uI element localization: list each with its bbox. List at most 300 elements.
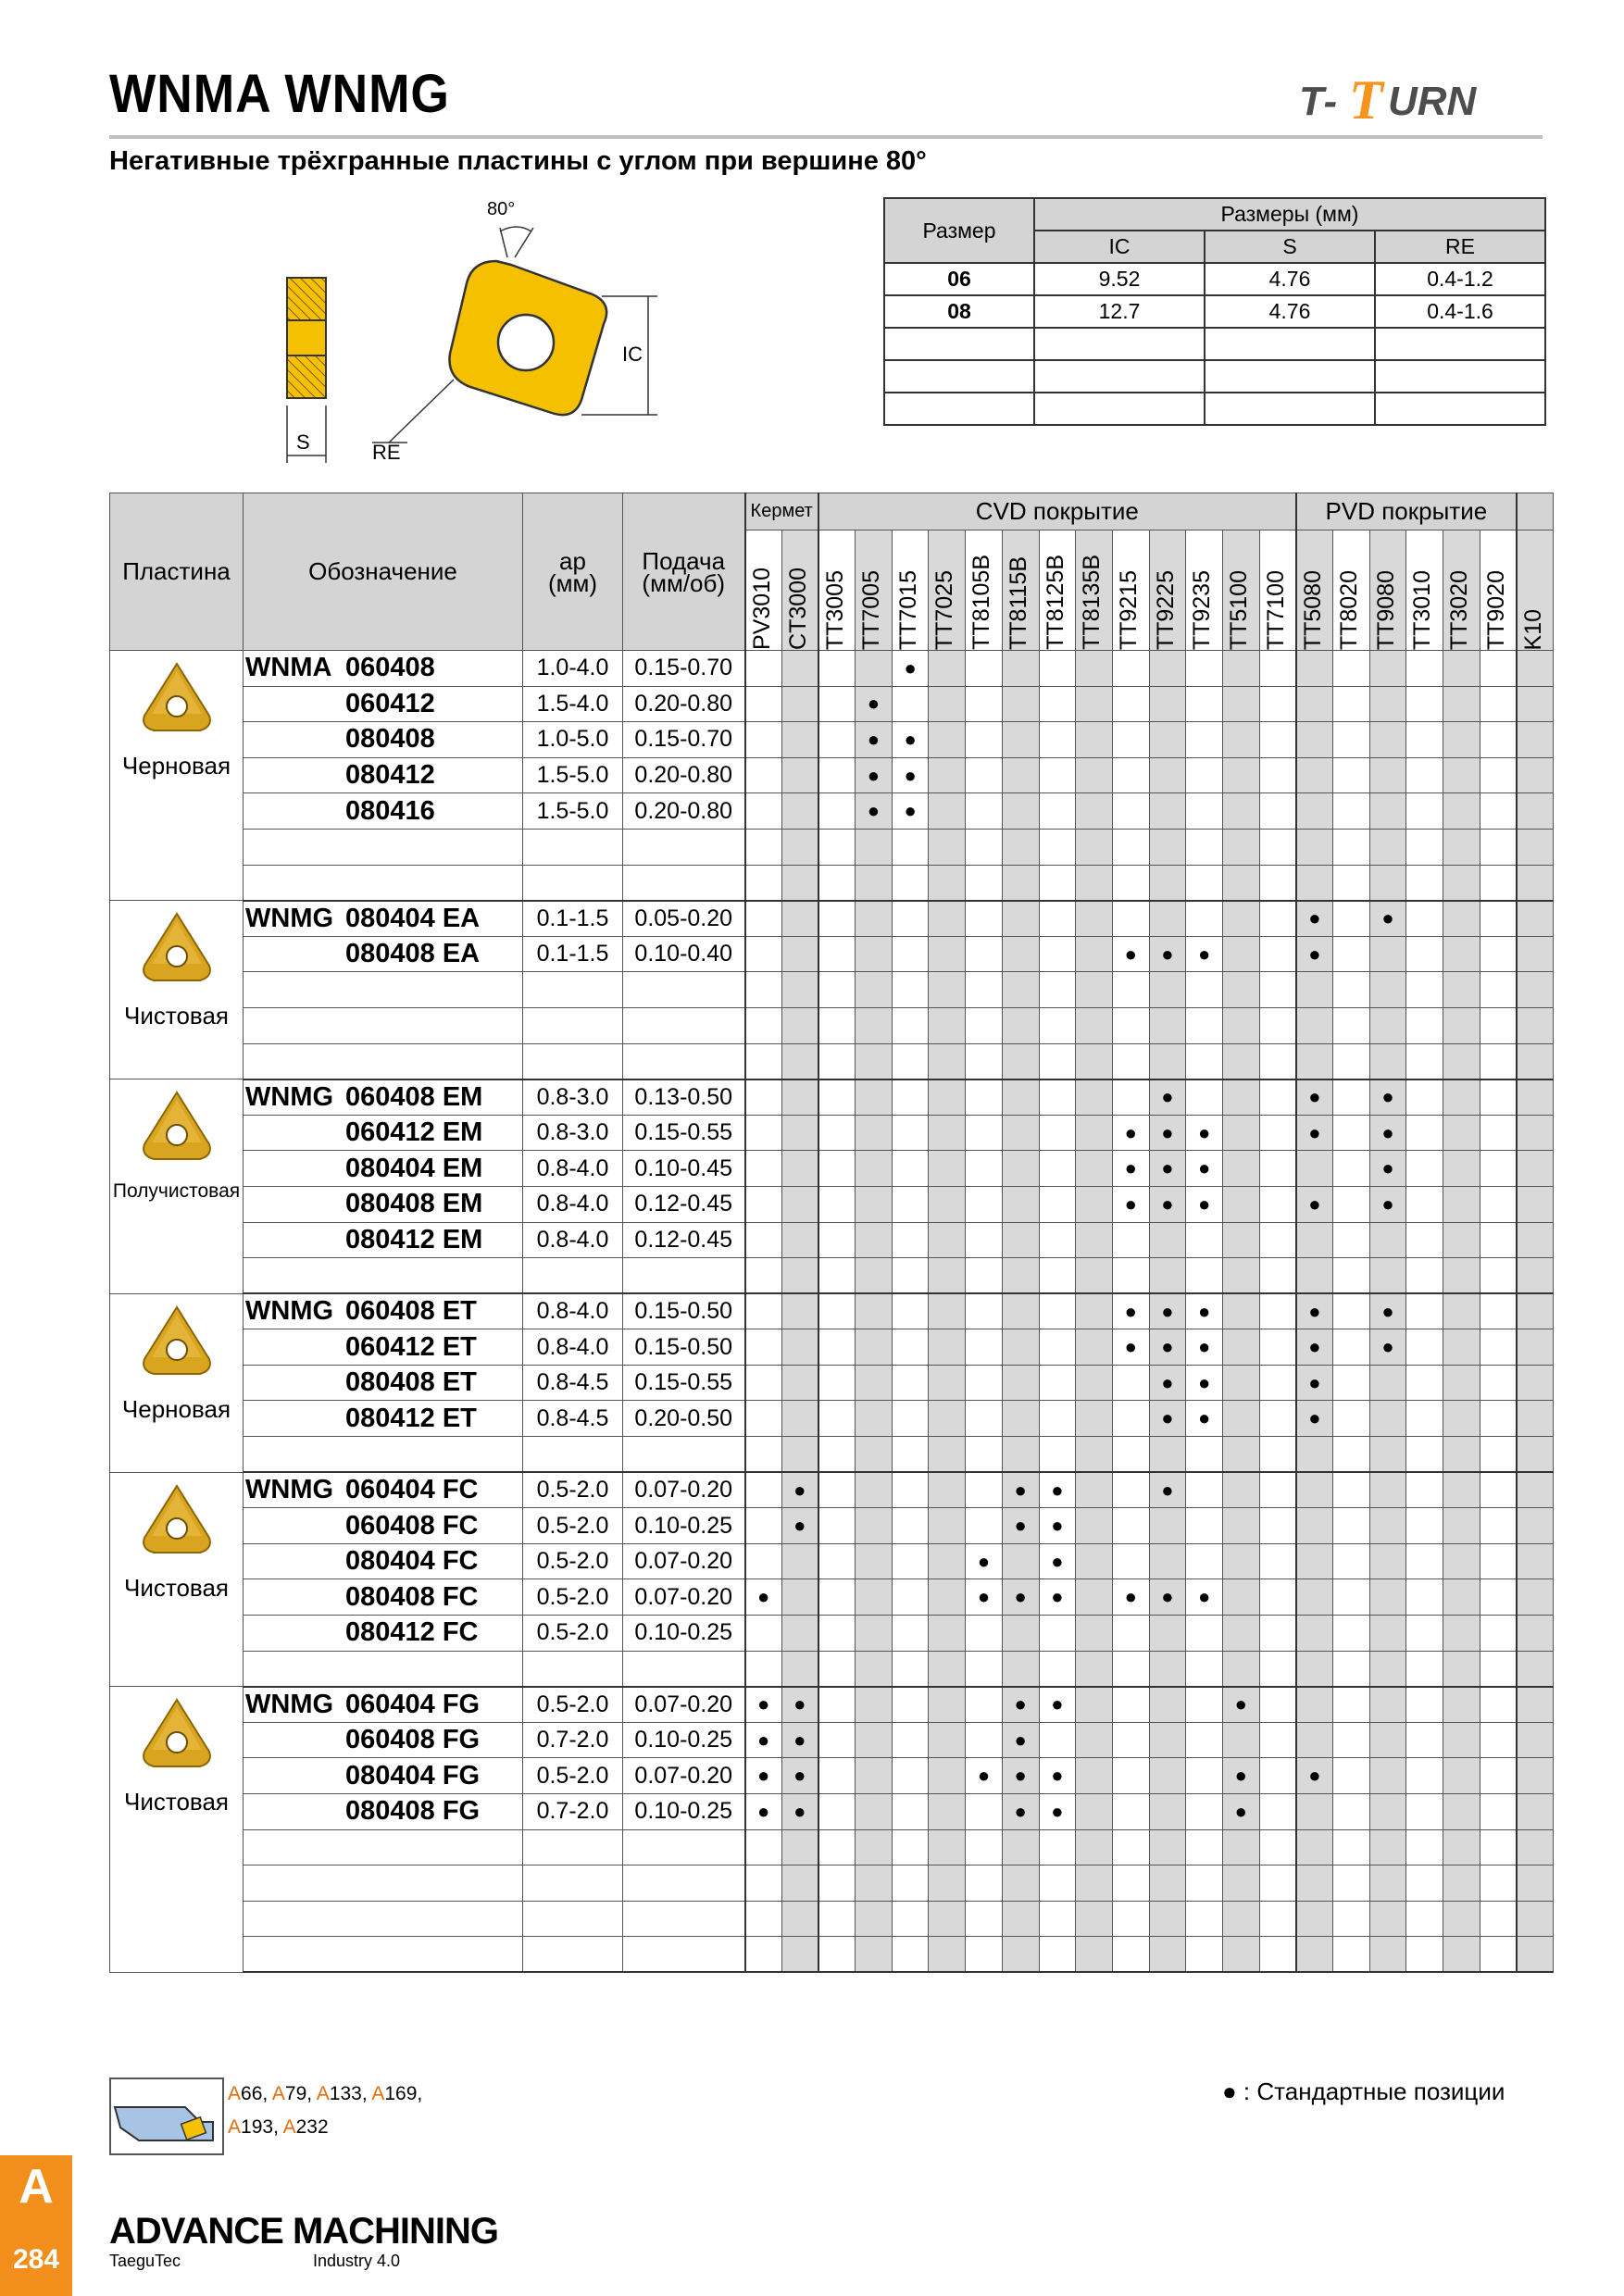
grade-cell-tt7005	[856, 686, 893, 722]
grade-cell-tt9235	[1186, 1866, 1223, 1902]
grade-cell-tt3010	[1406, 1401, 1443, 1437]
grade-cell-tt8020	[1333, 829, 1370, 865]
designation-code: 060408 EM	[345, 1081, 483, 1112]
grade-cell-tt9215	[1112, 1579, 1149, 1616]
grade-cell-tt8115b	[1002, 1543, 1039, 1579]
designation-code: 080412 FC	[345, 1617, 479, 1648]
grade-cell-tt3005	[818, 1687, 856, 1723]
grade-cell-tt3005	[818, 1543, 856, 1579]
grade-cell-tt3020	[1443, 1508, 1480, 1544]
designation-cell	[244, 1437, 523, 1473]
grade-cell-tt8105b	[966, 1616, 1003, 1652]
grade-cell-tt9020	[1480, 793, 1517, 830]
grade-cell-tt9225	[1149, 651, 1186, 687]
taegutec-label: TaeguTec	[109, 2252, 181, 2270]
availability-dot: ●	[793, 1728, 806, 1752]
grade-header-tt9225	[1149, 530, 1186, 651]
svg-text:T-: T-	[1299, 79, 1340, 124]
grade-cell-tt8020	[1333, 722, 1370, 758]
grade-cell-tt3020	[1443, 1329, 1480, 1366]
grade-cell-ct3000	[781, 1222, 818, 1258]
grade-label: K10	[1519, 608, 1546, 650]
grade-cell-tt7100	[1259, 1794, 1296, 1830]
grade-cell-tt8125b	[1039, 1222, 1076, 1258]
grade-cell-tt3010	[1406, 1579, 1443, 1616]
grade-header-tt3010	[1406, 530, 1443, 651]
availability-dot: ●	[1308, 942, 1321, 966]
grade-cell-ct3000	[781, 1829, 818, 1866]
grade-cell-tt7015	[892, 1508, 929, 1544]
ap-cell: 0.8-4.0	[523, 1151, 623, 1187]
availability-dot: ●	[1161, 1335, 1174, 1359]
grade-cell-ct3000	[781, 1007, 818, 1043]
grade-cell-tt5080	[1296, 1437, 1333, 1473]
grade-cell-tt9080	[1369, 1258, 1406, 1294]
grade-cell-tt8105b	[966, 1794, 1003, 1830]
grade-cell-pv3010	[745, 1794, 782, 1830]
grade-cell-tt8020	[1333, 651, 1370, 687]
grade-cell-tt9020	[1480, 1651, 1517, 1687]
grade-cell-tt7005	[856, 901, 893, 937]
grade-cell-tt8105b	[966, 1687, 1003, 1723]
grade-cell-tt7015	[892, 1543, 929, 1579]
grade-cell-tt7005	[856, 1508, 893, 1544]
grade-cell-pv3010	[745, 1616, 782, 1652]
grade-cell-tt5100	[1222, 1579, 1259, 1616]
grade-cell-k10	[1517, 1901, 1554, 1937]
grade-cell-tt8115b	[1002, 1222, 1039, 1258]
grade-cell-tt5100	[1222, 901, 1259, 937]
grade-cell-tt8105b	[966, 829, 1003, 865]
grade-cell-pv3010	[745, 1937, 782, 1973]
grade-cell-ct3000	[781, 1329, 818, 1366]
designation-cell	[244, 1365, 523, 1401]
availability-dot: ●	[1051, 1478, 1064, 1502]
grade-cell-pv3010	[745, 1901, 782, 1937]
grade-cell-k10	[1517, 1043, 1554, 1079]
grade-cell-tt9020	[1480, 1258, 1517, 1294]
grade-cell-tt9020	[1480, 1579, 1517, 1616]
grade-cell-ct3000	[781, 722, 818, 758]
grade-cell-tt7015	[892, 1115, 929, 1151]
grade-cell-tt3010	[1406, 1829, 1443, 1866]
grade-label: TT8115B	[1005, 556, 1031, 650]
grade-cell-tt9020	[1480, 1186, 1517, 1222]
grade-cell-tt9225	[1149, 1901, 1186, 1937]
svg-text:IC: IC	[622, 343, 643, 366]
grade-cell-tt5100	[1222, 1007, 1259, 1043]
grade-cell-tt3020	[1443, 936, 1480, 972]
grade-cell-tt5080	[1296, 1151, 1333, 1187]
feed-cell	[623, 1937, 745, 1973]
grade-cell-tt9225	[1149, 1543, 1186, 1579]
grade-cell-tt9235	[1186, 1508, 1223, 1544]
grade-cell-tt8135b	[1076, 1258, 1113, 1294]
grade-cell-tt9235	[1186, 1222, 1223, 1258]
grade-cell-tt3010	[1406, 1508, 1443, 1544]
grade-cell-tt3005	[818, 1472, 856, 1508]
grade-cell-tt8135b	[1076, 1472, 1113, 1508]
availability-dot: ●	[1308, 1406, 1321, 1430]
grade-cell-tt8135b	[1076, 722, 1113, 758]
grade-cell-tt8020	[1333, 1616, 1370, 1652]
grade-cell-tt9020	[1480, 1758, 1517, 1794]
grade-cell-tt5080	[1296, 1866, 1333, 1902]
grade-cell-k10	[1517, 936, 1554, 972]
grade-cell-tt9235	[1186, 1293, 1223, 1329]
grade-cell-pv3010	[745, 1222, 782, 1258]
grade-header-ct3000	[781, 530, 818, 651]
designation-cell	[244, 972, 523, 1008]
grade-cell-tt8020	[1333, 1794, 1370, 1830]
dims-cell	[884, 328, 1034, 360]
grade-cell-tt5100	[1222, 686, 1259, 722]
grade-cell-tt9215	[1112, 1901, 1149, 1937]
grade-cell-k10	[1517, 1651, 1554, 1687]
grade-cell-tt9235	[1186, 1186, 1223, 1222]
grade-cell-tt5100	[1222, 1472, 1259, 1508]
grade-cell-tt8115b	[1002, 1258, 1039, 1294]
feed-cell: 0.15-0.55	[623, 1115, 745, 1151]
grade-cell-tt9235	[1186, 901, 1223, 937]
grade-cell-tt8105b	[966, 1186, 1003, 1222]
grade-cell-tt7025	[929, 972, 966, 1008]
grade-cell-tt8115b	[1002, 1829, 1039, 1866]
grade-cell-tt5100	[1222, 1293, 1259, 1329]
grade-cell-tt8135b	[1076, 757, 1113, 793]
grade-cell-tt8020	[1333, 1508, 1370, 1544]
grade-cell-tt7005	[856, 1079, 893, 1116]
grade-cell-tt8115b	[1002, 686, 1039, 722]
grade-cell-tt5100	[1222, 1258, 1259, 1294]
feed-cell: 0.07-0.20	[623, 1543, 745, 1579]
grade-cell-tt7005	[856, 1616, 893, 1652]
grade-cell-tt9020	[1480, 972, 1517, 1008]
designation-cell	[244, 1722, 523, 1758]
grade-cell-tt9020	[1480, 1472, 1517, 1508]
grade-cell-tt9080	[1369, 901, 1406, 937]
grade-cell-tt3010	[1406, 1186, 1443, 1222]
grade-cell-tt9080	[1369, 1579, 1406, 1616]
grade-cell-tt3005	[818, 865, 856, 901]
grade-cell-pv3010	[745, 1329, 782, 1366]
grade-cell-k10	[1517, 1258, 1554, 1294]
grade-cell-tt3005	[818, 1829, 856, 1866]
designation-code: 060404 FG	[345, 1689, 481, 1719]
grade-cell-tt7100	[1259, 651, 1296, 687]
grade-cell-tt3020	[1443, 1616, 1480, 1652]
ref-prefix: A	[316, 2083, 330, 2104]
feed-cell: 0.20-0.50	[623, 1401, 745, 1437]
grade-cell-tt7005	[856, 1543, 893, 1579]
designation-cell	[244, 1651, 523, 1687]
grade-cell-tt9215	[1112, 722, 1149, 758]
grade-cell-tt8105b	[966, 1437, 1003, 1473]
feed-cell	[623, 1437, 745, 1473]
grade-cell-tt7100	[1259, 1687, 1296, 1723]
grade-cell-tt5100	[1222, 1543, 1259, 1579]
grade-cell-tt7025	[929, 1115, 966, 1151]
grade-cell-tt5100	[1222, 651, 1259, 687]
grade-cell-tt9215	[1112, 1007, 1149, 1043]
grade-cell-tt9020	[1480, 1508, 1517, 1544]
grade-cell-tt5080	[1296, 1401, 1333, 1437]
grade-cell-tt8105b	[966, 1293, 1003, 1329]
grade-cell-tt9215	[1112, 1365, 1149, 1401]
grade-cell-tt9235	[1186, 686, 1223, 722]
designation-code: 060408 ET	[345, 1296, 477, 1327]
grade-header-tt8115b	[1002, 530, 1039, 651]
availability-dot: ●	[1381, 906, 1394, 930]
grade-cell-tt9020	[1480, 829, 1517, 865]
grade-cell-tt9235	[1186, 1543, 1223, 1579]
grade-cell-tt8020	[1333, 1007, 1370, 1043]
grade-label: TT9020	[1482, 569, 1509, 650]
grade-cell-tt9225	[1149, 686, 1186, 722]
feed-cell: 0.20-0.80	[623, 686, 745, 722]
grade-cell-tt9020	[1480, 1794, 1517, 1830]
grade-cell-tt8115b	[1002, 1508, 1039, 1544]
grade-cell-tt9215	[1112, 1329, 1149, 1366]
grade-cell-tt5080	[1296, 1043, 1333, 1079]
grade-cell-pv3010	[745, 1401, 782, 1437]
grade-cell-ct3000	[781, 901, 818, 937]
grade-cell-tt8105b	[966, 1043, 1003, 1079]
designation-cell	[244, 1687, 523, 1723]
grade-cell-tt8020	[1333, 1437, 1370, 1473]
feed-cell: 0.10-0.25	[623, 1794, 745, 1830]
grade-cell-tt3010	[1406, 1901, 1443, 1937]
grade-cell-tt7025	[929, 1758, 966, 1794]
grade-cell-tt8135b	[1076, 829, 1113, 865]
grade-cell-tt5100	[1222, 1401, 1259, 1437]
grade-cell-tt3005	[818, 1007, 856, 1043]
ap-cell	[523, 1043, 623, 1079]
grade-cell-tt9080	[1369, 936, 1406, 972]
grade-cell-tt9225	[1149, 1079, 1186, 1116]
grade-cell-tt3010	[1406, 686, 1443, 722]
grade-cell-ct3000	[781, 1437, 818, 1473]
grade-cell-tt8125b	[1039, 972, 1076, 1008]
grade-header-tt9080	[1369, 530, 1406, 651]
grade-cell-tt7025	[929, 1829, 966, 1866]
grade-cell-tt7005	[856, 972, 893, 1008]
availability-dot: ●	[1381, 1085, 1394, 1109]
grade-cell-tt9225	[1149, 722, 1186, 758]
grade-cell-pv3010	[745, 1365, 782, 1401]
ref-page: 79	[284, 2083, 307, 2104]
grade-cell-k10	[1517, 1079, 1554, 1116]
insert-type-label: Черновая	[121, 1394, 231, 1423]
advance-machining-logo: ADVANCE MACHINING	[109, 2211, 499, 2252]
dims-cell	[1375, 328, 1545, 360]
grade-cell-tt3020	[1443, 1722, 1480, 1758]
grade-cell-tt9020	[1480, 1866, 1517, 1902]
grade-cell-tt3020	[1443, 1579, 1480, 1616]
grade-cell-tt8125b	[1039, 651, 1076, 687]
grade-cell-pv3010	[745, 1722, 782, 1758]
grade-cell-tt3005	[818, 1258, 856, 1294]
grade-cell-tt9215	[1112, 1043, 1149, 1079]
grade-cell-tt9225	[1149, 757, 1186, 793]
feed-cell: 0.07-0.20	[623, 1758, 745, 1794]
availability-dot: ●	[793, 1692, 806, 1716]
feed-cell	[623, 972, 745, 1008]
grade-cell-tt9215	[1112, 1258, 1149, 1294]
dims-cell: 0.4-1.2	[1375, 263, 1545, 295]
availability-dot: ●	[1197, 942, 1211, 966]
grade-cell-tt7005	[856, 1472, 893, 1508]
ap-cell: 0.7-2.0	[523, 1722, 623, 1758]
availability-dot: ●	[1161, 1156, 1174, 1180]
grade-cell-tt9080	[1369, 1437, 1406, 1473]
grade-cell-tt8125b	[1039, 1007, 1076, 1043]
availability-dot: ●	[793, 1764, 806, 1788]
grade-cell-tt8125b	[1039, 1543, 1076, 1579]
feed-cell: 0.05-0.20	[623, 901, 745, 937]
grade-cell-tt3020	[1443, 1472, 1480, 1508]
grade-cell-tt8105b	[966, 1151, 1003, 1187]
designation-code: 080408 FG	[345, 1796, 481, 1827]
grade-cell-tt7015	[892, 757, 929, 793]
designation-cell	[244, 1043, 523, 1079]
ref-page: 133	[329, 2083, 362, 2104]
ap-cell	[523, 865, 623, 901]
grade-label: TT7015	[894, 569, 921, 650]
grade-cell-tt9225	[1149, 1758, 1186, 1794]
grade-cell-pv3010	[745, 1543, 782, 1579]
grade-cell-tt5100	[1222, 1151, 1259, 1187]
grades-table	[109, 493, 1554, 1973]
grade-cell-tt5080	[1296, 1687, 1333, 1723]
designation-cell	[244, 1293, 523, 1329]
grade-cell-tt9235	[1186, 1258, 1223, 1294]
designation-cell	[244, 1007, 523, 1043]
grade-cell-tt3020	[1443, 651, 1480, 687]
ref-prefix: A	[271, 2083, 285, 2104]
designation-prefix: WNMA	[245, 653, 332, 683]
grade-cell-tt3005	[818, 1329, 856, 1366]
grade-cell-tt8115b	[1002, 1365, 1039, 1401]
availability-dot: ●	[1124, 942, 1137, 966]
ap-cell: 0.8-3.0	[523, 1115, 623, 1151]
grade-cell-tt9080	[1369, 1115, 1406, 1151]
grade-cell-tt9080	[1369, 1007, 1406, 1043]
grade-cell-tt5080	[1296, 793, 1333, 830]
feed-cell: 0.13-0.50	[623, 1079, 745, 1116]
grade-cell-pv3010	[745, 1151, 782, 1187]
grade-cell-tt9080	[1369, 829, 1406, 865]
grade-cell-tt8020	[1333, 1115, 1370, 1151]
availability-dot: ●	[1197, 1299, 1211, 1323]
grade-cell-tt3020	[1443, 1651, 1480, 1687]
ap-cell: 0.8-4.0	[523, 1222, 623, 1258]
grade-header-tt8020	[1333, 530, 1370, 651]
grade-cell-tt7100	[1259, 1401, 1296, 1437]
availability-dot: ●	[1014, 1478, 1027, 1502]
feed-cell: 0.20-0.80	[623, 757, 745, 793]
grade-cell-tt7025	[929, 1794, 966, 1830]
designation-code: 080408 ET	[345, 1367, 477, 1398]
ref-prefix: A	[282, 2116, 296, 2138]
grade-cell-tt9215	[1112, 1293, 1149, 1329]
grade-cell-tt8020	[1333, 1079, 1370, 1116]
grade-cell-tt8135b	[1076, 1937, 1113, 1973]
grade-cell-tt7015	[892, 1079, 929, 1116]
grade-cell-tt3020	[1443, 1258, 1480, 1294]
dims-col-re: RE	[1375, 231, 1545, 263]
grade-cell-tt9215	[1112, 651, 1149, 687]
grade-cell-tt7015	[892, 1293, 929, 1329]
grade-cell-tt9020	[1480, 1115, 1517, 1151]
group-pvd-header: PVD покрытие	[1296, 493, 1517, 530]
grade-cell-tt9080	[1369, 651, 1406, 687]
insert-photo	[135, 658, 219, 742]
grade-cell-tt8135b	[1076, 1794, 1113, 1830]
grade-cell-tt7005	[856, 1579, 893, 1616]
ap-cell: 0.8-4.5	[523, 1365, 623, 1401]
grade-cell-tt3020	[1443, 1901, 1480, 1937]
grade-label: TT5080	[1299, 569, 1326, 650]
grade-cell-tt7100	[1259, 757, 1296, 793]
grade-cell-tt8135b	[1076, 901, 1113, 937]
grade-cell-tt9225	[1149, 1365, 1186, 1401]
grade-cell-k10	[1517, 1579, 1554, 1616]
grade-cell-tt7100	[1259, 1007, 1296, 1043]
grade-cell-tt8125b	[1039, 1866, 1076, 1902]
grade-cell-tt8020	[1333, 1365, 1370, 1401]
feed-cell: 0.10-0.40	[623, 936, 745, 972]
grade-cell-tt8105b	[966, 1508, 1003, 1544]
designation-code: 080404 FC	[345, 1546, 479, 1577]
grade-cell-tt3010	[1406, 1437, 1443, 1473]
grade-cell-tt3005	[818, 1651, 856, 1687]
grade-cell-tt5100	[1222, 1329, 1259, 1366]
grade-header-tt5100	[1222, 530, 1259, 651]
grade-cell-tt8020	[1333, 1472, 1370, 1508]
grade-cell-tt8020	[1333, 1758, 1370, 1794]
availability-dot: ●	[867, 692, 881, 716]
grade-cell-tt7025	[929, 1722, 966, 1758]
grade-cell-tt7025	[929, 686, 966, 722]
grade-cell-tt5080	[1296, 1829, 1333, 1866]
grade-cell-tt7015	[892, 1651, 929, 1687]
availability-dot: ●	[1197, 1406, 1211, 1430]
availability-dot: ●	[1234, 1799, 1247, 1823]
grade-cell-tt9215	[1112, 1437, 1149, 1473]
availability-dot: ●	[1124, 1299, 1137, 1323]
grade-cell-tt5100	[1222, 1186, 1259, 1222]
grade-cell-tt9080	[1369, 1079, 1406, 1116]
grade-cell-tt8115b	[1002, 757, 1039, 793]
dims-cell: 4.76	[1205, 263, 1375, 295]
grade-cell-tt7005	[856, 865, 893, 901]
grade-cell-tt5080	[1296, 1258, 1333, 1294]
grade-cell-tt9080	[1369, 1043, 1406, 1079]
designation-cell	[244, 1508, 523, 1544]
grade-cell-tt3020	[1443, 1794, 1480, 1830]
grade-cell-tt7100	[1259, 1222, 1296, 1258]
grade-cell-k10	[1517, 1222, 1554, 1258]
svg-text:T: T	[1349, 72, 1383, 126]
grade-cell-tt8135b	[1076, 1687, 1113, 1723]
grade-cell-tt7100	[1259, 901, 1296, 937]
grade-cell-tt5100	[1222, 1829, 1259, 1866]
grade-cell-tt7015	[892, 1437, 929, 1473]
grade-cell-tt3020	[1443, 1758, 1480, 1794]
grade-cell-tt7005	[856, 936, 893, 972]
grade-cell-tt8020	[1333, 1186, 1370, 1222]
